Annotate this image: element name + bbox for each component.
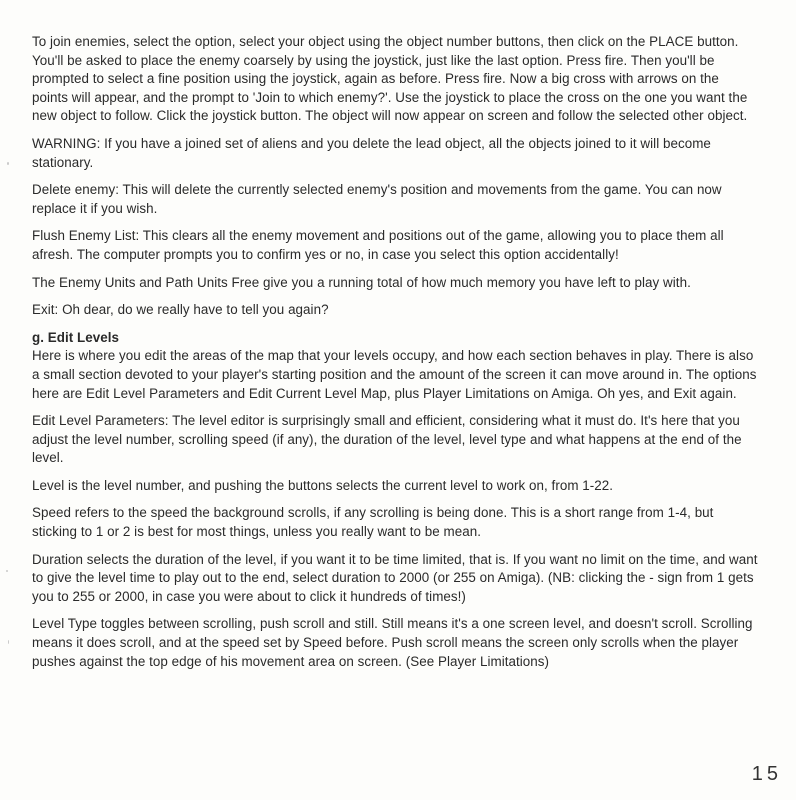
paragraph-flush-enemy-list: Flush Enemy List: This clears all the enemy movement and positions out of the game, allowing you to place them all afresh. The computer prompts you to confirm yes or no, in case you select this option accidentally! (32, 228, 724, 262)
paragraph-level: Level is the level number, and pushing the buttons selects the current level to work on, from 1-22. (32, 477, 614, 493)
page-number: 15 (751, 763, 782, 785)
paragraph-units-free: The Enemy Units and Path Units Free give you a running total of how much memory you have left to play with. (32, 274, 691, 290)
paragraph-join-enemies: To join enemies, select the option, select your object using the object number buttons, then click on the PLACE button. You'll be asked to place the enemy coarsely by using the joystick, just like the last option. Press fire. Then you'll be prompted to select a fine position using the joystick, again as before. Press fire. Now a big cross with arrows on the points will appear, and the prompt to 'Join to which enemy?'. Use the joystick to place the cross on the one you want the new object to follow. Click the joystick button. The object will now appear on screen and follow the selected other object. (32, 34, 748, 124)
paragraph-delete-enemy: Delete enemy: This will delete the currently selected enemy's position and movements from the game. You can now replace it if you wish. (32, 182, 722, 216)
paragraph-speed: Speed refers to the speed the background scrolls, if any scrolling is being done. This is a short range from 1-4, but sticking to 1 or 2 is best for most things, unless you really want to be mean. (32, 505, 714, 540)
section-intro: Here is where you edit the areas of the map that your levels occupy, and how each section behaves in play. There is also a small section devoted to your player's starting position and the amount of the screen it can move around in. The options here are Edit Level Parameters and Edit Current Level Map, plus Player Limitations on Amiga. Oh yes, and Exit again. (32, 348, 757, 401)
section-heading: g. Edit Levels (32, 329, 120, 345)
paragraph-duration: Duration selects the duration of the level, if you want it to be time limited, that is. If you want no limit on the time, and want to give the level time to play out to the end, select duration to 2000 (or 255 on Amiga). (NB: clicking the - sign from 1 gets you to 255 or 2000, in case you were about to click it hundreds of times!) (32, 551, 758, 604)
paragraph-exit: Exit: Oh dear, do we really have to tell you again? (32, 302, 329, 318)
scan-speck (7, 162, 9, 165)
section-edit-levels (32, 329, 758, 403)
scan-speck (6, 570, 8, 572)
paragraph-edit-level-parameters: Edit Level Parameters: The level editor is surprisingly small and efficient, considering what it must do. It's here that you adjust the level number, scrolling speed (if any), the duration of the level, level type and what happens at the end of the level. (32, 413, 742, 466)
paragraph-level-type: Level Type toggles between scrolling, push scroll and still. Still means it's a one screen level, and doesn't scroll. Scrolling means it does scroll, and at the speed set by Speed before. Push scroll means the screen only scrolls when the player pushes against the top edge of his movement area on screen. (See Player Limitations) (32, 616, 753, 669)
scan-speck (8, 640, 9, 644)
manual-page-body (32, 33, 758, 680)
paragraph-warning: WARNING: If you have a joined set of aliens and you delete the lead object, all the objects joined to it will become stationary. (32, 135, 711, 170)
